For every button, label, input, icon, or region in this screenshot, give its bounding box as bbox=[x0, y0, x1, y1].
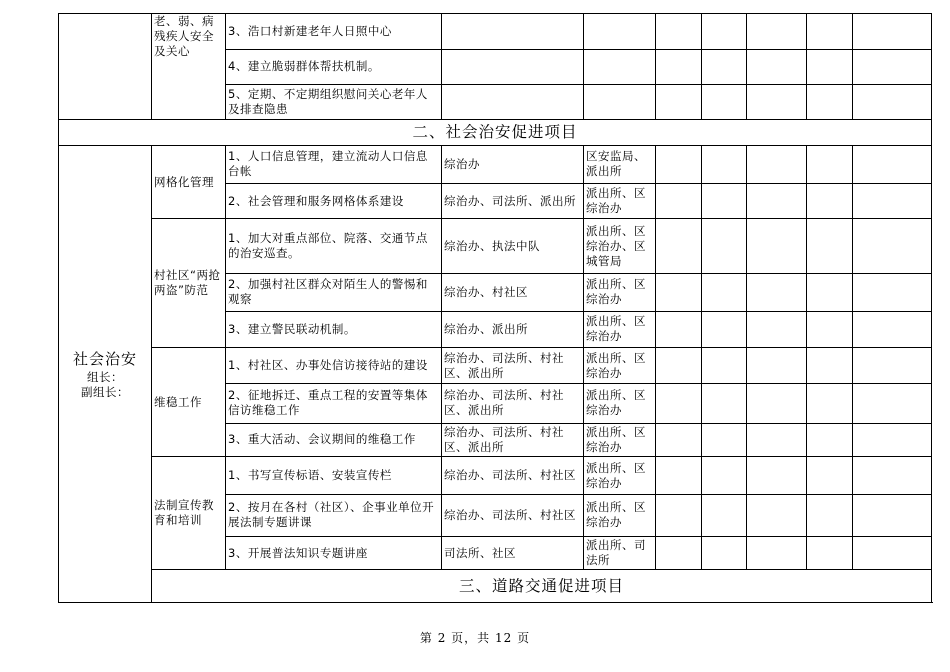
support-unit-cell: 派出所、司法所 bbox=[584, 536, 656, 570]
lead-unit-cell: 综治办、司法所、村社区、派出所 bbox=[442, 383, 584, 423]
subcategory-cell: 老、弱、病残疾人安全及关心 bbox=[152, 14, 226, 120]
item-cell: 1、人口信息管理，建立流动人口信息台帐 bbox=[226, 146, 442, 184]
support-unit-cell: 派出所、区综治办、区城管局 bbox=[584, 219, 656, 273]
table-row bbox=[59, 14, 932, 50]
item-cell: 2、按月在各村（社区）、企事业单位开展法制专题讲课 bbox=[226, 494, 442, 536]
table-row bbox=[59, 348, 932, 384]
item-cell: 3、建立警民联动机制。 bbox=[226, 311, 442, 348]
support-unit-cell: 派出所、区综治办 bbox=[584, 273, 656, 311]
deputy-leader-label: 副组长： bbox=[81, 385, 129, 399]
lead-unit-cell: 综治办、司法所、派出所 bbox=[442, 183, 584, 219]
subcategory-cell: 网格化管理 bbox=[152, 146, 226, 219]
lead-unit-cell: 综治办、村社区 bbox=[442, 273, 584, 311]
subcategory-cell: 维稳工作 bbox=[152, 348, 226, 457]
support-unit-cell: 派出所、区综治办 bbox=[584, 423, 656, 457]
item-cell: 2、加强村社区群众对陌生人的警惕和观察 bbox=[226, 273, 442, 311]
item-cell: 3、开展普法知识专题讲座 bbox=[226, 536, 442, 570]
leader-label: 组长： bbox=[87, 370, 123, 384]
lead-unit-cell: 综治办、司法所、村社区、派出所 bbox=[442, 348, 584, 384]
item-cell: 1、村社区、办事处信访接待站的建设 bbox=[226, 348, 442, 384]
support-unit-cell: 派出所、区综治办 bbox=[584, 457, 656, 495]
item-cell: 3、重大活动、会议期间的维稳工作 bbox=[226, 423, 442, 457]
table-row bbox=[59, 219, 932, 273]
item-cell: 1、加大对重点部位、院落、交通节点的治安巡查。 bbox=[226, 219, 442, 273]
lead-unit-cell: 综治办 bbox=[442, 146, 584, 184]
support-unit-cell: 派出所、区综治办 bbox=[584, 311, 656, 348]
section-row bbox=[59, 570, 932, 603]
lead-unit-cell: 综治办、司法所、村社区 bbox=[442, 494, 584, 536]
item-cell: 2、征地拆迁、重点工程的安置等集体信访维稳工作 bbox=[226, 383, 442, 423]
section-title: 三、道路交通促进项目 bbox=[152, 570, 932, 603]
support-unit-cell: 派出所、区综治办 bbox=[584, 494, 656, 536]
lead-unit-cell: 综治办、司法所、村社区 bbox=[442, 457, 584, 495]
lead-unit-cell: 司法所、社区 bbox=[442, 536, 584, 570]
item-cell: 4、建立脆弱群体帮扶机制。 bbox=[226, 49, 442, 85]
support-unit-cell: 派出所、区综治办 bbox=[584, 348, 656, 384]
subcategory-cell: 法制宣传教育和培训 bbox=[152, 457, 226, 570]
support-unit-cell: 派出所、区综治办 bbox=[584, 183, 656, 219]
table-row bbox=[59, 457, 932, 495]
support-unit-cell: 派出所、区综治办 bbox=[584, 383, 656, 423]
subcategory-cell: 村社区“两抢两盗”防范 bbox=[152, 219, 226, 348]
category-name: 社会治安 bbox=[72, 350, 137, 368]
item-cell: 3、浩口村新建老年人日照中心 bbox=[226, 14, 442, 50]
page-number: 第 2 页，共 12 页 bbox=[419, 631, 531, 645]
section-title: 二、社会治安促进项目 bbox=[59, 119, 932, 145]
category-cell bbox=[59, 146, 152, 603]
table-row bbox=[59, 146, 932, 184]
item-cell: 5、定期、不定期组织慰问关心老年人及排查隐患 bbox=[226, 85, 442, 120]
item-cell: 2、社会管理和服务网格体系建设 bbox=[226, 183, 442, 219]
support-unit-cell: 区安监局、派出所 bbox=[584, 146, 656, 184]
item-cell: 1、书写宣传标语、安装宣传栏 bbox=[226, 457, 442, 495]
category-cell-continued bbox=[59, 14, 152, 120]
section-row bbox=[59, 119, 932, 145]
lead-unit-cell: 综治办、司法所、村社区、派出所 bbox=[442, 423, 584, 457]
lead-unit-cell: 综治办、派出所 bbox=[442, 311, 584, 348]
lead-unit-cell: 综治办、执法中队 bbox=[442, 219, 584, 273]
schedule-table bbox=[58, 13, 932, 603]
